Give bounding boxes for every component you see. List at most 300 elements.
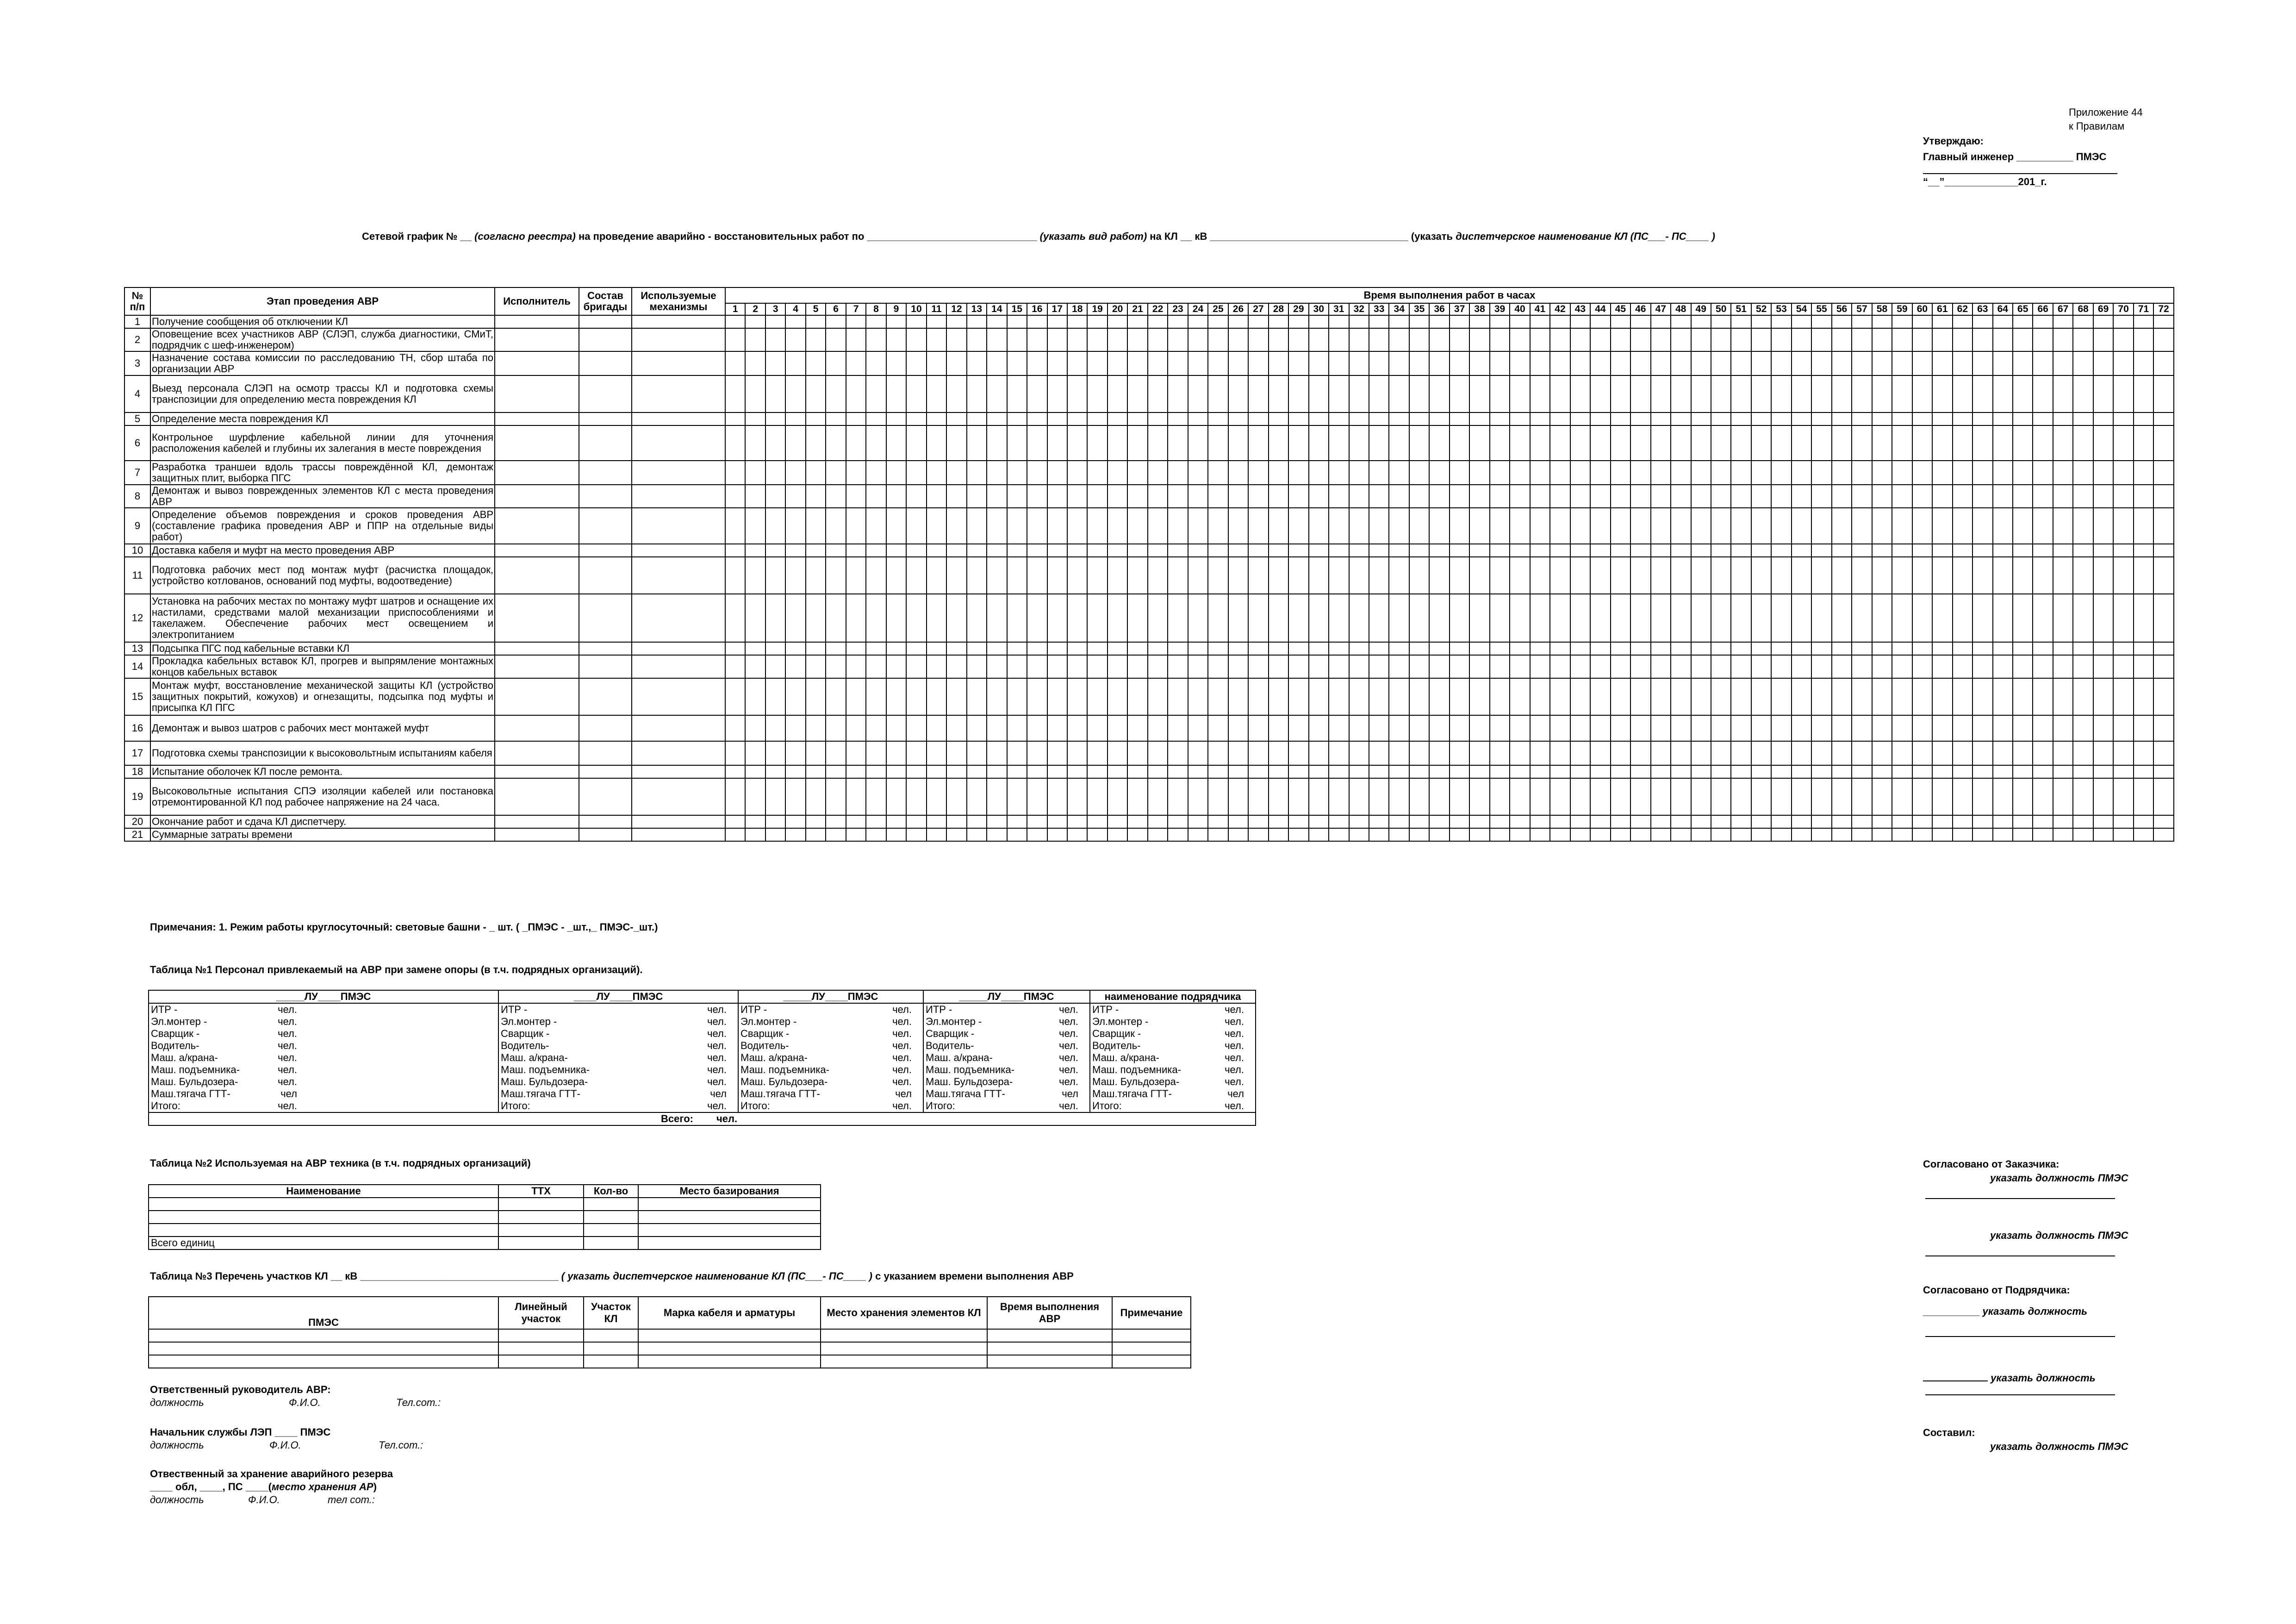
hour-cell[interactable] (1852, 765, 1872, 778)
hour-cell[interactable] (1127, 461, 1147, 485)
hour-cell[interactable] (1248, 461, 1268, 485)
hour-cell[interactable] (785, 642, 805, 655)
hour-cell[interactable] (1731, 642, 1751, 655)
hour-cell[interactable] (1510, 425, 1530, 461)
hour-cell[interactable] (1932, 328, 1952, 351)
hour-cell[interactable] (725, 544, 745, 557)
hour-cell[interactable] (1108, 594, 1127, 642)
hour-cell[interactable] (1993, 765, 2013, 778)
hour-cell[interactable] (2053, 557, 2073, 594)
hour-cell[interactable] (946, 765, 966, 778)
hour-cell[interactable] (2134, 508, 2153, 544)
hour-cell[interactable] (1490, 594, 1510, 642)
hour-cell[interactable] (1611, 328, 1630, 351)
hour-cell[interactable] (1188, 594, 1208, 642)
hour-cell[interactable] (1087, 715, 1107, 741)
hour-cell[interactable] (1409, 715, 1429, 741)
hour-cell[interactable] (1309, 544, 1329, 557)
hour-cell[interactable] (765, 778, 785, 815)
hour-cell[interactable] (1248, 315, 1268, 328)
hour-cell[interactable] (1832, 778, 1852, 815)
hour-cell[interactable] (866, 828, 886, 841)
hour-cell[interactable] (1329, 655, 1349, 678)
hour-cell[interactable] (1228, 655, 1248, 678)
hour-cell[interactable] (1127, 375, 1147, 412)
hour-cell[interactable] (967, 678, 987, 715)
executor-cell[interactable] (495, 828, 579, 841)
hour-cell[interactable] (2073, 557, 2093, 594)
hour-cell[interactable] (1832, 678, 1852, 715)
hour-cell[interactable] (2033, 642, 2053, 655)
hour-cell[interactable] (2153, 815, 2174, 828)
hour-cell[interactable] (1148, 315, 1168, 328)
hour-cell[interactable] (1409, 412, 1429, 425)
machines-cell[interactable] (632, 315, 725, 328)
hour-cell[interactable] (1852, 315, 1872, 328)
hour-cell[interactable] (1972, 315, 1992, 328)
hour-cell[interactable] (1067, 351, 1087, 375)
hour-cell[interactable] (886, 778, 906, 815)
hour-cell[interactable] (1208, 765, 1228, 778)
hour-cell[interactable] (2153, 594, 2174, 642)
hour-cell[interactable] (785, 508, 805, 544)
hour-cell[interactable] (2053, 351, 2073, 375)
equipment-cell[interactable] (584, 1198, 638, 1211)
hour-cell[interactable] (2113, 741, 2133, 765)
hour-cell[interactable] (1148, 544, 1168, 557)
hour-cell[interactable] (1108, 412, 1127, 425)
hour-cell[interactable] (1127, 715, 1147, 741)
hour-cell[interactable] (1269, 828, 1288, 841)
hour-cell[interactable] (1550, 544, 1570, 557)
hour-cell[interactable] (1510, 678, 1530, 715)
hour-cell[interactable] (1329, 741, 1349, 765)
hour-cell[interactable] (1912, 778, 1932, 815)
hour-cell[interactable] (1972, 375, 1992, 412)
hour-cell[interactable] (1288, 315, 1308, 328)
hour-cell[interactable] (1087, 678, 1107, 715)
hour-cell[interactable] (1067, 508, 1087, 544)
hour-cell[interactable] (1409, 328, 1429, 351)
hour-cell[interactable] (1469, 508, 1489, 544)
hour-cell[interactable] (906, 485, 926, 508)
hour-cell[interactable] (927, 715, 946, 741)
hour-cell[interactable] (1651, 508, 1671, 544)
hour-cell[interactable] (946, 828, 966, 841)
hour-cell[interactable] (765, 375, 785, 412)
hour-cell[interactable] (1611, 715, 1630, 741)
hour-cell[interactable] (1953, 828, 1972, 841)
hour-cell[interactable] (1329, 765, 1349, 778)
hour-cell[interactable] (1208, 828, 1228, 841)
hour-cell[interactable] (1269, 815, 1288, 828)
hour-cell[interactable] (1007, 328, 1027, 351)
hour-cell[interactable] (886, 412, 906, 425)
hour-cell[interactable] (1731, 461, 1751, 485)
hour-cell[interactable] (967, 741, 987, 765)
hour-cell[interactable] (1027, 715, 1047, 741)
hour-cell[interactable] (1651, 425, 1671, 461)
hour-cell[interactable] (1751, 375, 1771, 412)
hour-cell[interactable] (1389, 815, 1409, 828)
hour-cell[interactable] (1148, 778, 1168, 815)
hour-cell[interactable] (1168, 815, 1188, 828)
hour-cell[interactable] (1711, 544, 1731, 557)
hour-cell[interactable] (785, 678, 805, 715)
hour-cell[interactable] (1932, 715, 1952, 741)
crew-cell[interactable] (579, 815, 632, 828)
hour-cell[interactable] (765, 544, 785, 557)
hour-cell[interactable] (1389, 412, 1409, 425)
hour-cell[interactable] (1852, 461, 1872, 485)
hour-cell[interactable] (1309, 655, 1329, 678)
hour-cell[interactable] (927, 765, 946, 778)
hour-cell[interactable] (1671, 778, 1691, 815)
hour-cell[interactable] (1288, 815, 1308, 828)
hour-cell[interactable] (1369, 508, 1389, 544)
hour-cell[interactable] (1450, 655, 1469, 678)
sections-cell[interactable] (987, 1355, 1112, 1368)
hour-cell[interactable] (1228, 557, 1248, 594)
hour-cell[interactable] (1611, 425, 1630, 461)
hour-cell[interactable] (1590, 508, 1610, 544)
hour-cell[interactable] (2073, 741, 2093, 765)
hour-cell[interactable] (1469, 778, 1489, 815)
hour-cell[interactable] (1832, 375, 1852, 412)
hour-cell[interactable] (1691, 765, 1711, 778)
hour-cell[interactable] (1530, 461, 1550, 485)
hour-cell[interactable] (1832, 594, 1852, 642)
hour-cell[interactable] (2013, 485, 2033, 508)
hour-cell[interactable] (1953, 655, 1972, 678)
hour-cell[interactable] (1771, 375, 1791, 412)
hour-cell[interactable] (1691, 425, 1711, 461)
hour-cell[interactable] (1530, 351, 1550, 375)
hour-cell[interactable] (1269, 461, 1288, 485)
hour-cell[interactable] (1067, 557, 1087, 594)
hour-cell[interactable] (927, 508, 946, 544)
hour-cell[interactable] (1127, 328, 1147, 351)
hour-cell[interactable] (946, 485, 966, 508)
hour-cell[interactable] (1148, 485, 1168, 508)
crew-cell[interactable] (579, 485, 632, 508)
hour-cell[interactable] (1087, 328, 1107, 351)
hour-cell[interactable] (1792, 655, 1811, 678)
hour-cell[interactable] (886, 328, 906, 351)
hour-cell[interactable] (1309, 828, 1329, 841)
hour-cell[interactable] (1530, 594, 1550, 642)
hour-cell[interactable] (1248, 485, 1268, 508)
hour-cell[interactable] (1912, 741, 1932, 765)
hour-cell[interactable] (1490, 461, 1510, 485)
hour-cell[interactable] (2013, 765, 2033, 778)
hour-cell[interactable] (1651, 642, 1671, 655)
hour-cell[interactable] (1329, 828, 1349, 841)
hour-cell[interactable] (1067, 315, 1087, 328)
hour-cell[interactable] (1127, 741, 1147, 765)
hour-cell[interactable] (1027, 678, 1047, 715)
hour-cell[interactable] (987, 765, 1007, 778)
hour-cell[interactable] (1550, 815, 1570, 828)
hour-cell[interactable] (1329, 778, 1349, 815)
hour-cell[interactable] (2134, 557, 2153, 594)
hour-cell[interactable] (1027, 315, 1047, 328)
hour-cell[interactable] (1510, 485, 1530, 508)
hour-cell[interactable] (2053, 715, 2073, 741)
hour-cell[interactable] (1510, 655, 1530, 678)
hour-cell[interactable] (1630, 328, 1650, 351)
hour-cell[interactable] (2073, 655, 2093, 678)
hour-cell[interactable] (1490, 544, 1510, 557)
executor-cell[interactable] (495, 351, 579, 375)
hour-cell[interactable] (987, 425, 1007, 461)
hour-cell[interactable] (1691, 351, 1711, 375)
hour-cell[interactable] (1450, 351, 1469, 375)
hour-cell[interactable] (725, 328, 745, 351)
hour-cell[interactable] (1409, 315, 1429, 328)
hour-cell[interactable] (967, 412, 987, 425)
hour-cell[interactable] (2113, 315, 2133, 328)
hour-cell[interactable] (1872, 508, 1892, 544)
hour-cell[interactable] (886, 678, 906, 715)
hour-cell[interactable] (1570, 765, 1590, 778)
hour-cell[interactable] (927, 412, 946, 425)
hour-cell[interactable] (1349, 315, 1369, 328)
hour-cell[interactable] (927, 778, 946, 815)
hour-cell[interactable] (946, 351, 966, 375)
hour-cell[interactable] (1932, 508, 1952, 544)
hour-cell[interactable] (1349, 425, 1369, 461)
hour-cell[interactable] (906, 741, 926, 765)
hour-cell[interactable] (1852, 375, 1872, 412)
hour-cell[interactable] (1047, 778, 1067, 815)
hour-cell[interactable] (866, 678, 886, 715)
hour-cell[interactable] (1771, 765, 1791, 778)
hour-cell[interactable] (1127, 315, 1147, 328)
hour-cell[interactable] (1972, 715, 1992, 741)
hour-cell[interactable] (1047, 828, 1067, 841)
hour-cell[interactable] (1590, 815, 1610, 828)
hour-cell[interactable] (1711, 328, 1731, 351)
hour-cell[interactable] (1429, 425, 1449, 461)
hour-cell[interactable] (927, 461, 946, 485)
hour-cell[interactable] (946, 741, 966, 765)
sections-cell[interactable] (498, 1355, 584, 1368)
hour-cell[interactable] (2033, 828, 2053, 841)
hour-cell[interactable] (1811, 461, 1831, 485)
hour-cell[interactable] (1269, 778, 1288, 815)
hour-cell[interactable] (1953, 425, 1972, 461)
hour-cell[interactable] (1872, 461, 1892, 485)
hour-cell[interactable] (785, 461, 805, 485)
hour-cell[interactable] (1269, 557, 1288, 594)
hour-cell[interactable] (1691, 655, 1711, 678)
hour-cell[interactable] (1389, 461, 1409, 485)
hour-cell[interactable] (1389, 778, 1409, 815)
hour-cell[interactable] (1288, 328, 1308, 351)
hour-cell[interactable] (1108, 315, 1127, 328)
hour-cell[interactable] (1731, 508, 1751, 544)
hour-cell[interactable] (1288, 508, 1308, 544)
hour-cell[interactable] (745, 678, 765, 715)
hour-cell[interactable] (2053, 412, 2073, 425)
hour-cell[interactable] (1671, 461, 1691, 485)
hour-cell[interactable] (1691, 741, 1711, 765)
hour-cell[interactable] (826, 815, 846, 828)
hour-cell[interactable] (1067, 828, 1087, 841)
hour-cell[interactable] (1027, 741, 1047, 765)
hour-cell[interactable] (927, 815, 946, 828)
hour-cell[interactable] (987, 544, 1007, 557)
hour-cell[interactable] (806, 412, 826, 425)
hour-cell[interactable] (1751, 328, 1771, 351)
hour-cell[interactable] (1007, 375, 1027, 412)
hour-cell[interactable] (1630, 815, 1650, 828)
hour-cell[interactable] (1510, 544, 1530, 557)
hour-cell[interactable] (1771, 425, 1791, 461)
hour-cell[interactable] (2134, 315, 2153, 328)
hour-cell[interactable] (1953, 594, 1972, 642)
hour-cell[interactable] (1932, 765, 1952, 778)
hour-cell[interactable] (1087, 485, 1107, 508)
hour-cell[interactable] (1530, 485, 1550, 508)
hour-cell[interactable] (1269, 315, 1288, 328)
hour-cell[interactable] (2113, 594, 2133, 642)
hour-cell[interactable] (1027, 815, 1047, 828)
hour-cell[interactable] (1852, 412, 1872, 425)
hour-cell[interactable] (1731, 328, 1751, 351)
hour-cell[interactable] (866, 765, 886, 778)
hour-cell[interactable] (2073, 544, 2093, 557)
sections-cell[interactable] (987, 1329, 1112, 1342)
hour-cell[interactable] (1309, 594, 1329, 642)
hour-cell[interactable] (2013, 375, 2033, 412)
hour-cell[interactable] (1993, 594, 2013, 642)
hour-cell[interactable] (2073, 351, 2093, 375)
equipment-cell[interactable] (498, 1211, 584, 1224)
hour-cell[interactable] (946, 412, 966, 425)
hour-cell[interactable] (1469, 485, 1489, 508)
hour-cell[interactable] (1188, 508, 1208, 544)
hour-cell[interactable] (967, 828, 987, 841)
equipment-cell[interactable] (638, 1211, 821, 1224)
hour-cell[interactable] (1570, 715, 1590, 741)
hour-cell[interactable] (1993, 741, 2013, 765)
hour-cell[interactable] (806, 508, 826, 544)
hour-cell[interactable] (1731, 375, 1751, 412)
hour-cell[interactable] (1389, 642, 1409, 655)
hour-cell[interactable] (1691, 315, 1711, 328)
hour-cell[interactable] (946, 375, 966, 412)
hour-cell[interactable] (1953, 351, 1972, 375)
hour-cell[interactable] (1188, 315, 1208, 328)
hour-cell[interactable] (2073, 594, 2093, 642)
hour-cell[interactable] (946, 678, 966, 715)
hour-cell[interactable] (1792, 425, 1811, 461)
hour-cell[interactable] (1429, 778, 1449, 815)
hour-cell[interactable] (2113, 642, 2133, 655)
hour-cell[interactable] (1792, 508, 1811, 544)
hour-cell[interactable] (1047, 715, 1067, 741)
hour-cell[interactable] (1811, 557, 1831, 594)
hour-cell[interactable] (2153, 375, 2174, 412)
hour-cell[interactable] (1691, 485, 1711, 508)
hour-cell[interactable] (826, 461, 846, 485)
hour-cell[interactable] (1751, 544, 1771, 557)
hour-cell[interactable] (2093, 351, 2113, 375)
hour-cell[interactable] (927, 351, 946, 375)
hour-cell[interactable] (745, 715, 765, 741)
hour-cell[interactable] (2053, 678, 2073, 715)
hour-cell[interactable] (1127, 425, 1147, 461)
hour-cell[interactable] (1047, 328, 1067, 351)
hour-cell[interactable] (1671, 594, 1691, 642)
hour-cell[interactable] (1530, 741, 1550, 765)
hour-cell[interactable] (1409, 508, 1429, 544)
hour-cell[interactable] (1168, 544, 1188, 557)
hour-cell[interactable] (1832, 461, 1852, 485)
hour-cell[interactable] (1811, 778, 1831, 815)
hour-cell[interactable] (1671, 544, 1691, 557)
hour-cell[interactable] (1993, 544, 2013, 557)
hour-cell[interactable] (1651, 828, 1671, 841)
hour-cell[interactable] (1570, 741, 1590, 765)
hour-cell[interactable] (2073, 375, 2093, 412)
hour-cell[interactable] (866, 425, 886, 461)
hour-cell[interactable] (2113, 485, 2133, 508)
hour-cell[interactable] (1309, 778, 1329, 815)
hour-cell[interactable] (826, 485, 846, 508)
hour-cell[interactable] (846, 828, 866, 841)
hour-cell[interactable] (1248, 508, 1268, 544)
hour-cell[interactable] (987, 412, 1007, 425)
hour-cell[interactable] (1450, 412, 1469, 425)
hour-cell[interactable] (1208, 461, 1228, 485)
hour-cell[interactable] (1208, 655, 1228, 678)
hour-cell[interactable] (1912, 765, 1932, 778)
hour-cell[interactable] (1429, 715, 1449, 741)
hour-cell[interactable] (1007, 765, 1027, 778)
hour-cell[interactable] (1751, 594, 1771, 642)
hour-cell[interactable] (785, 351, 805, 375)
hour-cell[interactable] (1168, 678, 1188, 715)
hour-cell[interactable] (1811, 351, 1831, 375)
hour-cell[interactable] (927, 642, 946, 655)
hour-cell[interactable] (1872, 828, 1892, 841)
hour-cell[interactable] (826, 828, 846, 841)
hour-cell[interactable] (2073, 485, 2093, 508)
hour-cell[interactable] (1490, 375, 1510, 412)
hour-cell[interactable] (2093, 828, 2113, 841)
hour-cell[interactable] (1108, 461, 1127, 485)
hour-cell[interactable] (1007, 642, 1027, 655)
hour-cell[interactable] (1490, 412, 1510, 425)
hour-cell[interactable] (866, 508, 886, 544)
hour-cell[interactable] (1832, 412, 1852, 425)
hour-cell[interactable] (1912, 328, 1932, 351)
hour-cell[interactable] (745, 815, 765, 828)
hour-cell[interactable] (2153, 351, 2174, 375)
hour-cell[interactable] (1168, 351, 1188, 375)
hour-cell[interactable] (1429, 412, 1449, 425)
hour-cell[interactable] (1248, 765, 1268, 778)
hour-cell[interactable] (1530, 655, 1550, 678)
hour-cell[interactable] (946, 544, 966, 557)
hour-cell[interactable] (1469, 425, 1489, 461)
hour-cell[interactable] (1792, 328, 1811, 351)
hour-cell[interactable] (1027, 594, 1047, 642)
hour-cell[interactable] (1288, 461, 1308, 485)
